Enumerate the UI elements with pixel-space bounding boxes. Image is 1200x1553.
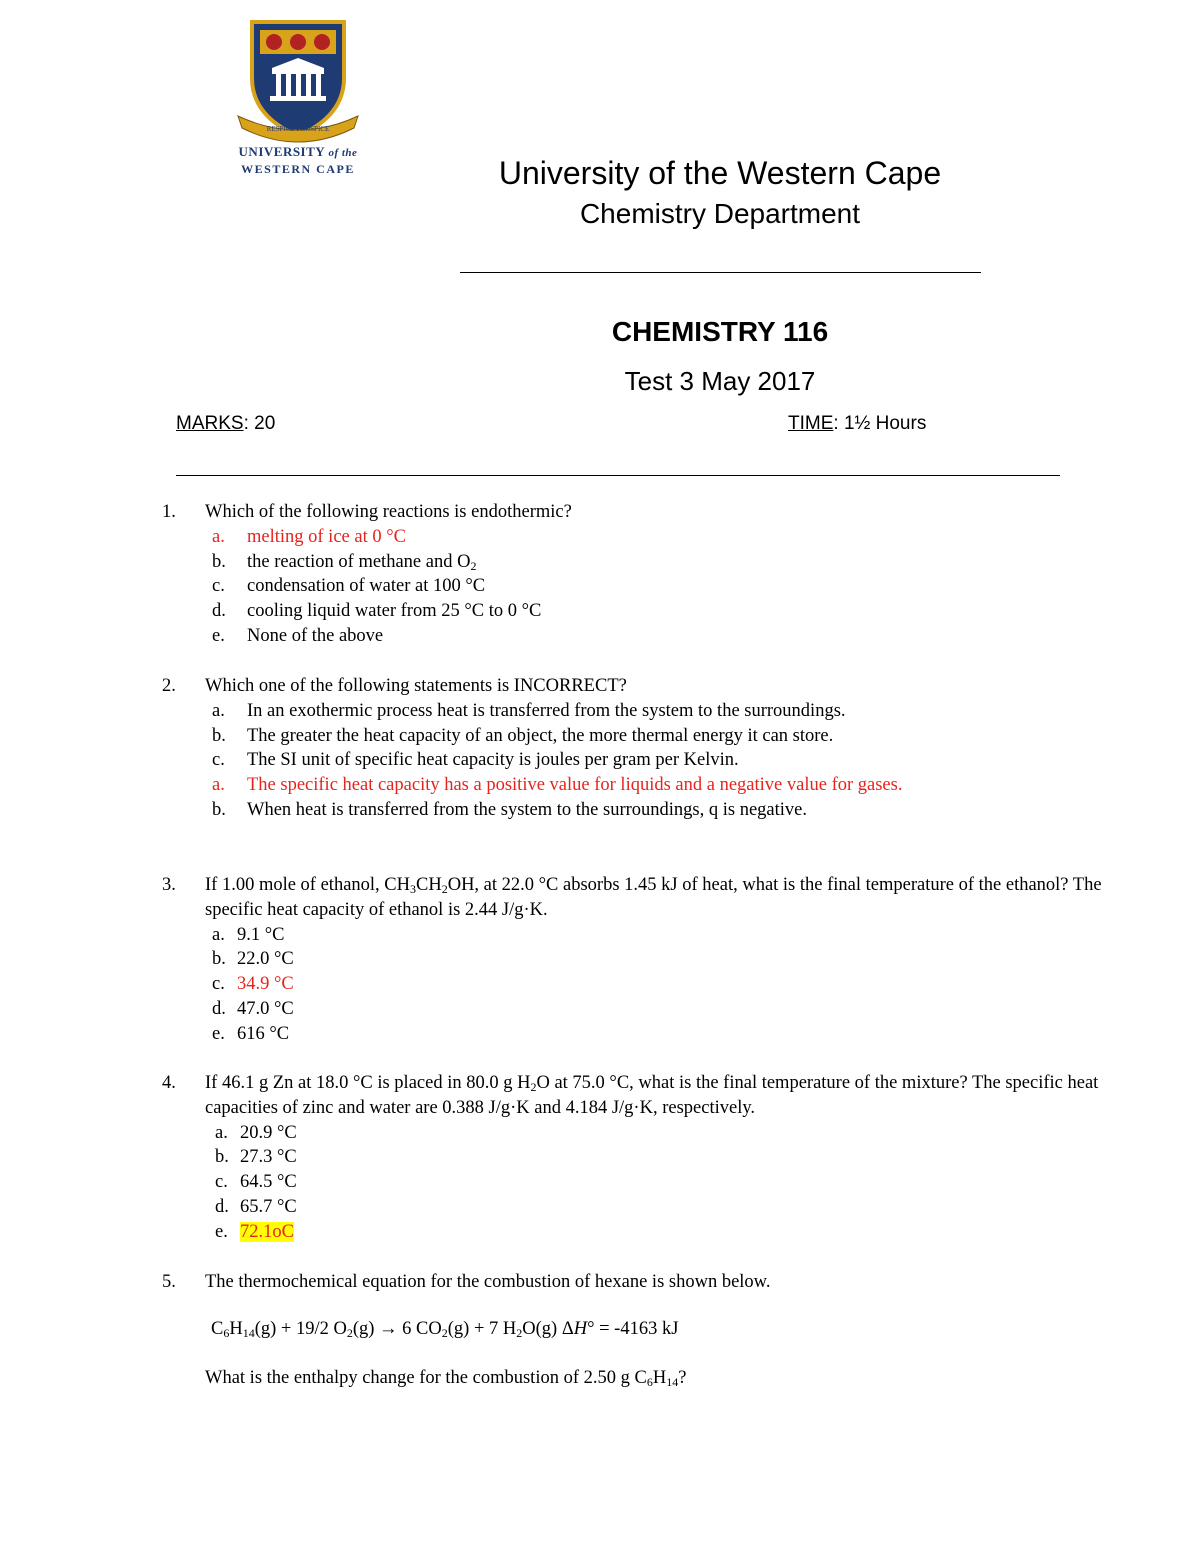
- test-date: Test 3 May 2017: [624, 366, 816, 396]
- option-correct: e. 72.1oC: [215, 1221, 294, 1242]
- header-divider: [460, 272, 981, 273]
- question-number: 3.: [162, 875, 176, 895]
- option: b. When heat is transferred from the system to the surroundings, q is negative.: [212, 799, 807, 820]
- logo-motto: RESPICE PROSPICE: [266, 125, 330, 133]
- university-logo: [228, 16, 368, 186]
- option: c. The SI unit of specific heat capacity is joules per gram per Kelvin.: [212, 750, 739, 771]
- question-4: [162, 1071, 1142, 1245]
- time-info: [788, 413, 926, 435]
- course-title: CHEMISTRY 116: [611, 316, 829, 347]
- option: b. the reaction of methane and $O_2$: [212, 551, 477, 573]
- option-correct: a. melting of ice at 0 °C: [212, 526, 406, 547]
- option: a. 9.1 °C: [212, 924, 285, 945]
- thermochemical-equation: $C_6H_{14}(g) + 19/2$ $O_2(g) \to 6$ $CO_2(g) + 7$ $H_2O(g) \Delta H^\circ = -4163$ kJ: [211, 1319, 679, 1340]
- question-number: 2.: [162, 676, 176, 696]
- option-list: [212, 525, 1142, 649]
- question-text: If 1.00 mole of ethanol, $CH_3CH_2OH$, at 22.0 °C absorbs 1.45 kJ of heat, what is the final temperature of the ethanol? The specific heat capacity of ethanol is 2.44 J/g·K.: [205, 875, 1102, 920]
- logo-line-1: UNIVERSITY of the: [238, 144, 358, 159]
- logo-line-2: WESTERN CAPE: [241, 162, 355, 176]
- option-list: [215, 1121, 1142, 1245]
- marks-value: : 20: [243, 413, 276, 434]
- time-label: TIME: [788, 413, 834, 434]
- option: b. 27.3 °C: [215, 1147, 297, 1168]
- question-text: Which one of the following statements is INCORRECT?: [205, 676, 627, 696]
- option: a. In an exothermic process heat is transferred from the system to the surroundings.: [212, 700, 846, 721]
- university-title: University of the Western Cape: [498, 155, 942, 191]
- question-1: [162, 500, 1142, 649]
- question-5: [162, 1270, 1142, 1295]
- question-text: If 46.1 g Zn at 18.0 °C is placed in 80.0 g $H_2O$ at 75.0 °C, what is the final temperature of the mixture? The specific heat capacities of zinc and water are 0.388 J/g·K and 4.184 J/g·K, respectively.: [205, 1073, 1099, 1118]
- option-correct: c. 34.9 °C: [212, 974, 294, 995]
- section-divider: [176, 475, 1060, 476]
- time-value: : 1½ Hours: [833, 413, 927, 434]
- option: c. condensation of water at 100 °C: [212, 576, 486, 597]
- marks-label: MARKS: [176, 413, 244, 434]
- question-text: Which of the following reactions is endothermic?: [205, 502, 572, 522]
- option: b. 22.0 °C: [212, 949, 294, 970]
- marks-info: [176, 413, 275, 435]
- question-number: 4.: [162, 1073, 176, 1093]
- option: d. cooling liquid water from 25 °C to 0 °C: [212, 601, 542, 622]
- option-list: [212, 699, 1142, 823]
- department-title: Chemistry Department: [579, 198, 861, 229]
- option-correct: a. The specific heat capacity has a positive value for liquids and a negative value for gases.: [212, 775, 903, 796]
- question-3: [162, 873, 1142, 1047]
- option: c. 64.5 °C: [215, 1172, 297, 1193]
- question-2: [162, 674, 1142, 823]
- option: e. None of the above: [212, 625, 384, 646]
- option: d. 47.0 °C: [212, 998, 294, 1019]
- question-5-ask: What is the enthalpy change for the combustion of 2.50 g $C_6H_{14}$?: [205, 1368, 687, 1389]
- question-number: 1.: [162, 502, 176, 522]
- option: a. 20.9 °C: [215, 1122, 297, 1143]
- option: b. The greater the heat capacity of an object, the more thermal energy it can store.: [212, 725, 834, 746]
- crest-icon: [228, 16, 368, 144]
- option: d. 65.7 °C: [215, 1196, 297, 1217]
- question-text: The thermochemical equation for the combustion of hexane is shown below.: [205, 1272, 771, 1292]
- question-number: 5.: [162, 1272, 176, 1292]
- option: e. 616 °C: [212, 1023, 290, 1044]
- option-list: [212, 923, 1142, 1047]
